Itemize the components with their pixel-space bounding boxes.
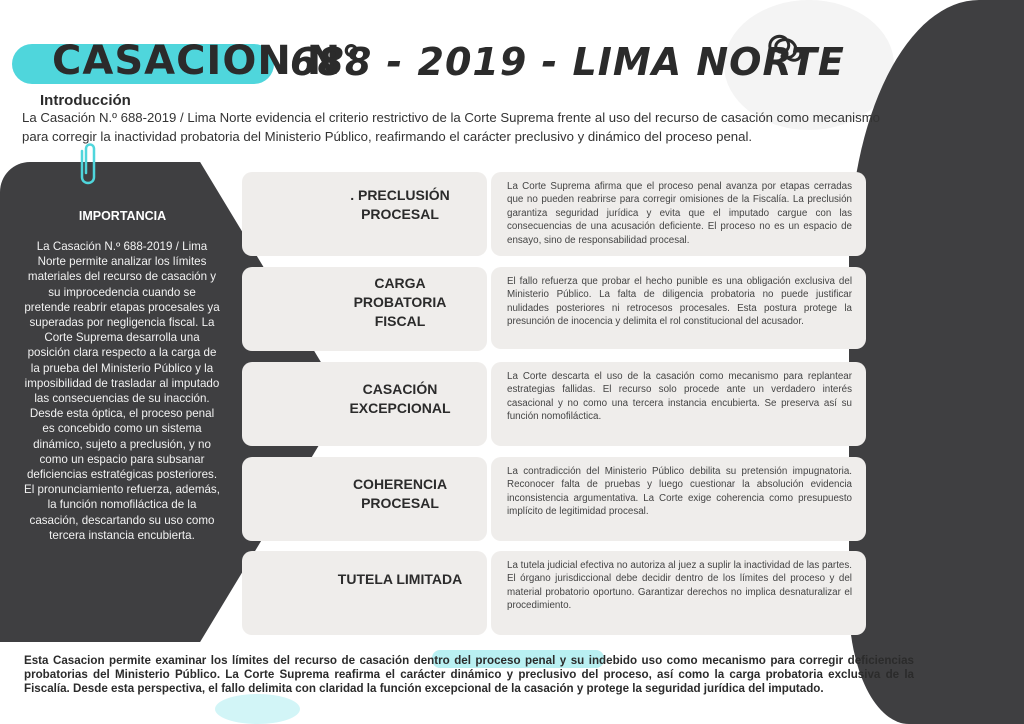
row-label-background (242, 551, 487, 635)
row-label-preclusion: . PRECLUSIÓN PROCESAL (350, 187, 450, 222)
row-label-tutela: TUTELA LIMITADA (337, 571, 463, 587)
title-badge-text: CASACION N° (52, 38, 363, 84)
row-card-preclusion: La Corte Suprema afirma que el proceso penal avanza por etapas cerradas que no pueden reabrirse para corregir omisiones de la Fiscalía. La preclusión garantiza seguridad jurídica y evita que el imputado cargue con las consecuencias de una acusación deficiente. El proceso no es un espacio de ensayo, sino de responsabilidad procesal. (491, 172, 866, 256)
intro-text: La Casación N.º 688-2019 / Lima Norte evidencia el criterio restrictivo de la Corte Suprema frente al uso del recurso de casación como mecanismo para corregir la inactividad probatoria del Ministerio Público, reafirmando el carácter preclusivo y dinámico del proceso penal. (22, 110, 881, 144)
intro-heading: Introducción (40, 92, 131, 109)
row-card-tutela: La tutela judicial efectiva no autoriza al juez a suplir la inactividad de las partes. El órgano jurisdiccional debe decidir dentro de los límites del proceso y del material probatorio oportuno. Garantizar derechos no implica desnaturalizar el procedimiento. (491, 551, 866, 635)
row-label-carga: CARGA PROBATORIA FISCAL (353, 275, 447, 329)
importancia-text: La Casación N.º 688-2019 / Lima Norte permite analizar los límites materiales del recurso de casación y su improcedencia cuando se pretende reabrir etapas procesales ya superadas por negligencia fiscal. La Corte Suprema desarrolla una posición clara respecto a la carga de la prueba del Ministerio Público y la imposibilidad de trasladar al imputado las consecuencias de su inacción. Desde esta óptica, el proceso penal es concebido como un sistema dinámico, sujeto a preclusión, y no como un espacio para subsanar deficiencias estratégicas posteriores. El pronunciamiento refuerza, además, la función nomofiláctica de la casación, descartando su uso como tercera instancia encubierta. (24, 240, 220, 542)
row-label-coherencia: COHERENCIA PROCESAL (352, 476, 448, 511)
row-card-carga: El fallo refuerza que probar el hecho punible es una obligación exclusiva del Ministerio Público. La falta de diligencia probatoria no puede justificar nulidades posteriores ni retrocesos procesales. Esta postura protege la presunción de inocencia y delimita el rol constitucional del acusador. (491, 267, 866, 349)
row-card-coherencia: La contradicción del Ministerio Público debilita su pretensión impugnatoria. Reconocer falta de pruebas y luego cuestionar la absolución evidencia inconsistencia argumentativa. La Corte exige coherencia como presupuesto implícito de legitimidad procesal. (491, 457, 866, 541)
swirl-icon (762, 26, 808, 72)
paperclip-icon (74, 141, 100, 191)
importancia-heading: IMPORTANCIA (78, 209, 167, 223)
footer-conclusion-text: Esta Casacion permite examinar los límites del recurso de casación dentro del proceso penal y su indebido uso como mecanismo para corregir deficiencias probatorias del Ministerio Público. La Corte Suprema reafirma el carácter dinámico y preclusivo del proceso, así como la carga probatoria exclusiva de la Fiscalía. Desde esta perspectiva, el fallo delimita con claridad la función excepcional de la casación y protege la seguridad jurídica del imputado. (24, 654, 914, 696)
row-label-casacion: CASACIÓN EXCEPCIONAL (349, 381, 451, 416)
footer-highlight-blob (215, 694, 300, 724)
title-case-text: 688 - 2019 - LIMA NORTE (290, 40, 845, 84)
row-card-casacion: La Corte descarta el uso de la casación como mecanismo para replantear estrategias fallidas. El recurso solo procede ante un verdadero interés casacional y no como una tercera instancia encubierta. Se preserva así su función nomofiláctica. (491, 362, 866, 446)
